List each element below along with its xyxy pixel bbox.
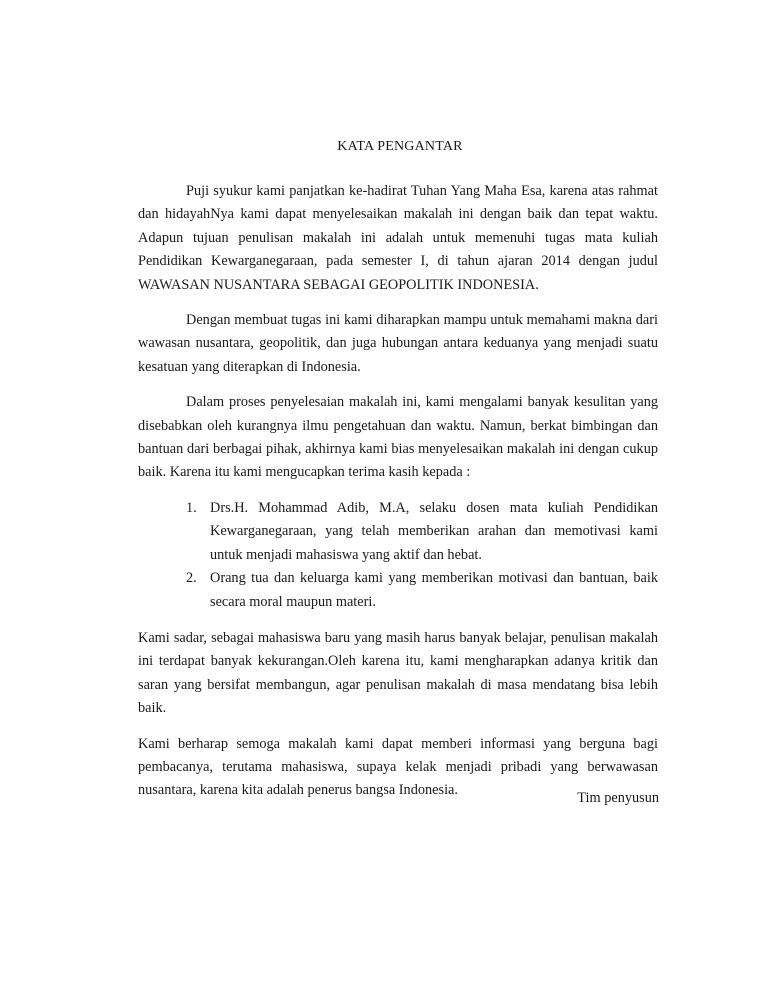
paragraph-intro: Puji syukur kami panjatkan ke-hadirat Tuhan Yang Maha Esa, karena atas rahmat dan hidayahNya kami dapat menyelesaikan makalah ini dengan baik dan tepat waktu. Adapun tujuan penulisan makalah ini adalah untuk memenuhi tugas mata kuliah Pendidikan Kewarganegaraan, pada semester I, di tahun ajaran 2014 dengan judul WAWASAN NUSANTARA SEBAGAI GEOPOLITIK INDONESIA.	[138, 183, 658, 293]
list-item-text: Drs.H. Mohammad Adib, M.A, selaku dosen mata kuliah Pendidikan Kewarganegaraan, yang telah memberikan arahan dan memotivasi kami untuk menjadi mahasiswa yang aktif dan hebat.	[210, 499, 658, 563]
page-title: KATA PENGANTAR	[337, 139, 463, 154]
list-item-number: 1.	[186, 499, 197, 516]
list-item	[186, 497, 658, 567]
paragraph-purpose: Dengan membuat tugas ini kami diharapkan mampu untuk memahami makna dari wawasan nusantara, geopolitik, dan juga hubungan antara keduanya yang menjadi suatu kesatuan yang diterapkan di Indonesia.	[138, 312, 658, 375]
paragraph-hope: Kami berharap semoga makalah kami dapat memberi informasi yang berguna bagi pembacanya, terutama mahasiswa, supaya kelak menjadi pribadi yang berwawasan nusantara, karena kita adalah penerus bangsa Indonesia.	[138, 735, 658, 799]
list-item-text: Orang tua dan keluarga kami yang memberikan motivasi dan bantuan, baik secara moral maupun materi.	[210, 570, 658, 610]
paragraph-difficulties: Dalam proses penyelesaian makalah ini, kami mengalami banyak kesulitan yang disebabkan oleh kurangnya ilmu pengetahuan dan waktu. Namun, berkat bimbingan dan bantuan dari berbagai pihak, akhirnya kami bias menyelesaikan makalah ini dengan cukup baik. Karena itu kami mengucapkan terima kasih kepada :	[138, 394, 658, 481]
thanks-list	[138, 497, 658, 614]
paragraph-apology: Kami sadar, sebagai mahasiswa baru yang masih harus banyak belajar, penulisan makalah ini terdapat banyak kekurangan.Oleh karena itu, kami mengharapkan adanya kritik dan saran yang bersifat membangun, agar penulisan makalah di masa mendatang bisa lebih baik.	[138, 629, 658, 717]
signature: Tim penyusun	[577, 790, 659, 806]
list-item-number: 2.	[186, 570, 197, 587]
list-item	[186, 567, 658, 614]
document-body	[138, 180, 658, 815]
